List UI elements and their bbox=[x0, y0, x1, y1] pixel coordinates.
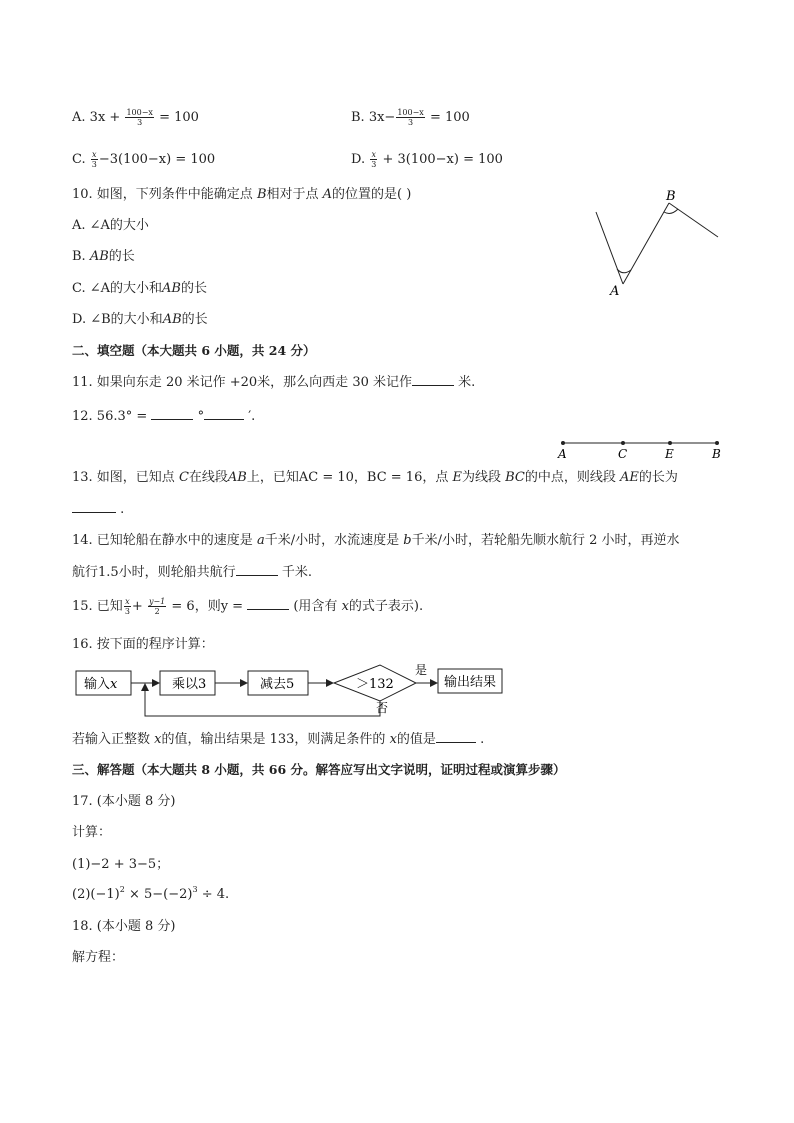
q17-title: 17. (本小题 8 分) bbox=[72, 794, 176, 809]
q16-flowchart bbox=[70, 660, 510, 720]
q10-stem: 10. 如图，下列条件中能确定点 B相对于点 A的位置的是( ) bbox=[72, 187, 412, 202]
q13-label-b: B bbox=[712, 447, 721, 461]
section-3-heading: 三、解答题（本大题共 8 小题，共 66 分。解答应写出文字说明，证明过程或演算步骤） bbox=[72, 762, 566, 777]
q18-solve-label: 解方程： bbox=[72, 950, 125, 965]
q15-blank[interactable] bbox=[247, 597, 289, 610]
q10-option-d: D. ∠B的大小和AB的长 bbox=[72, 312, 208, 327]
q9-option-d: D. $\frac{x}{3}$ + 3(100−x) = 100 bbox=[351, 150, 503, 169]
q10-option-a: A. ∠A的大小 bbox=[72, 218, 149, 233]
q14-line2: 航行1.5小时，则轮船共航行 千米. bbox=[72, 565, 312, 580]
q13-point-b bbox=[715, 441, 719, 445]
flow-no-label: 否 bbox=[376, 701, 389, 715]
flow-subtract-label: 减去5 bbox=[260, 677, 295, 692]
q16-blank[interactable] bbox=[436, 730, 476, 743]
q15-fraction-1: $\frac{x}{3}$ bbox=[124, 597, 130, 616]
q10-ray-b-right bbox=[669, 203, 718, 237]
q13-answer-line: . bbox=[72, 500, 124, 519]
flow-input-label: 输入x bbox=[84, 677, 118, 692]
q10-angle-figure bbox=[585, 185, 725, 300]
q16-title: 16. 按下面的程序计算： bbox=[72, 637, 214, 652]
q17-part-1: (1)−2 + 3−5； bbox=[72, 857, 170, 872]
q18-title: 18. (本小题 8 分) bbox=[72, 919, 176, 934]
q10-option-b: B. AB的长 bbox=[72, 249, 135, 264]
q9-a-fraction: $\frac{100-x}{3}$ bbox=[126, 108, 153, 127]
q13-label-a: A bbox=[558, 447, 567, 461]
q11-blank[interactable] bbox=[412, 373, 454, 386]
q13-blank[interactable] bbox=[72, 500, 116, 513]
q14-blank[interactable] bbox=[236, 563, 278, 576]
q10-ray-a-left bbox=[596, 212, 623, 284]
q9-d-fraction: $\frac{x}{3}$ bbox=[371, 150, 377, 169]
q10-segment-ab bbox=[623, 203, 669, 284]
flow-multiply-label: 乘以3 bbox=[172, 677, 207, 692]
flow-condition-label: ＞132 bbox=[356, 677, 394, 692]
q9-c-fraction: $\frac{x}{3}$ bbox=[91, 150, 97, 169]
section-2-heading: 二、填空题（本大题共 6 小题，共 24 分） bbox=[72, 343, 316, 358]
flow-output-label: 输出结果 bbox=[444, 675, 497, 690]
q13-stem: 13. 如图，已知点 C在线段AB上，已知AC = 10，BC = 16，点 E为线段 BC的中点，则线段 AE的长为 bbox=[72, 470, 678, 485]
q14-line1: 14. 已知轮船在静水中的速度是 a千米/小时，水流速度是 b千米/小时，若轮船先顺水航行 2 小时，再逆水 bbox=[72, 533, 680, 548]
q10-label-b: B bbox=[666, 189, 676, 204]
q16-question: 若输入正整数 x的值，输出结果是 133，则满足条件的 x的值是 . bbox=[72, 732, 485, 747]
q9-option-a: A. 3x + $\frac{100-x}{3}$ = 100 bbox=[72, 108, 199, 127]
q9-option-c: C. $\frac{x}{3}$ −3(100−x) = 100 bbox=[72, 150, 216, 169]
q9-b-fraction: $\frac{100-x}{3}$ bbox=[397, 108, 424, 127]
q13-segment-figure bbox=[555, 435, 725, 461]
q10-label-a: A bbox=[610, 284, 620, 299]
q17-calc-label: 计算： bbox=[72, 825, 112, 840]
q13-point-c bbox=[621, 441, 625, 445]
q13-label-c: C bbox=[618, 447, 628, 461]
q12: 12. 56.3° = ° ′. bbox=[72, 409, 256, 424]
q15-fraction-2: $\frac{y-1}{2}$ bbox=[148, 597, 166, 616]
q13-point-e bbox=[668, 441, 672, 445]
flow-yes-label: 是 bbox=[415, 663, 428, 677]
q11: 11. 如果向东走 20 米记作 +20米，那么向西走 30 米记作 米. bbox=[72, 375, 476, 390]
q15: 15. 已知 $\frac{x}{3}$ + $\frac{y-1}{2}$ = 6，则y = (用含有 x的式子表示). bbox=[72, 597, 424, 616]
q12-blank-minutes[interactable] bbox=[204, 407, 244, 420]
q9-option-b: B. 3x− $\frac{100-x}{3}$ = 100 bbox=[351, 108, 470, 127]
q10-angle-b-arc bbox=[664, 209, 678, 213]
q17-part-2: $(2)(-1)^2 \times 5-(-2)^3 \div 4$. bbox=[72, 885, 230, 902]
q13-label-e: E bbox=[665, 447, 674, 461]
q10-option-c: C. ∠A的大小和AB的长 bbox=[72, 281, 207, 296]
q12-blank-degrees[interactable] bbox=[151, 407, 193, 420]
q13-point-a bbox=[561, 441, 565, 445]
